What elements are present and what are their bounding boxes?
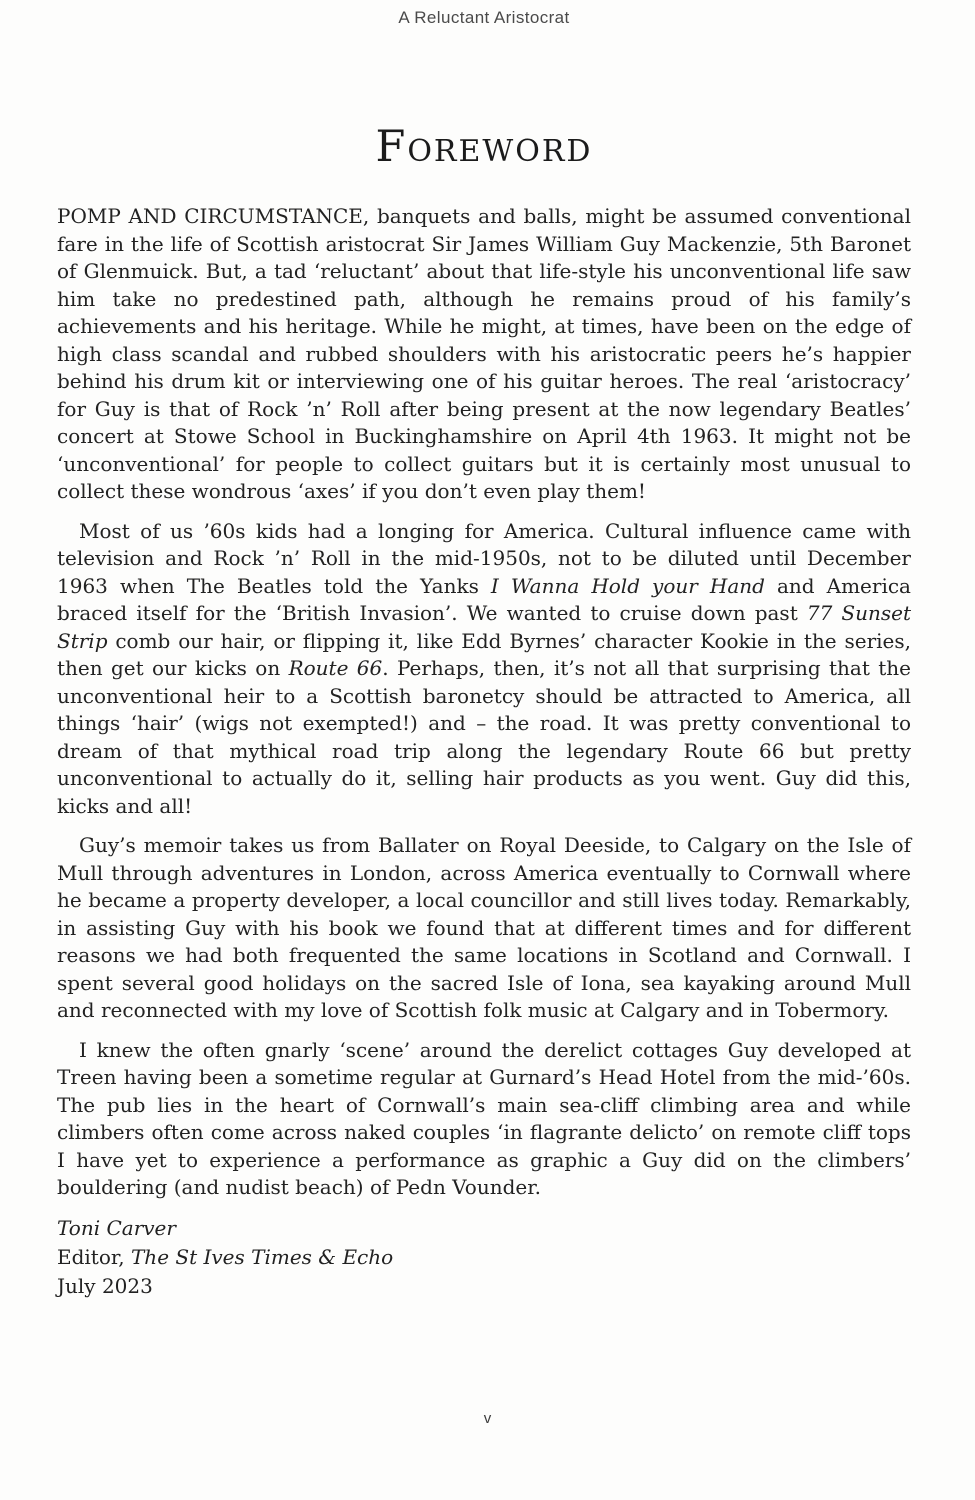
- page-number: v: [483, 1410, 492, 1427]
- page-title: Foreword: [375, 122, 593, 172]
- signature-date: July 2023: [57, 1273, 153, 1298]
- running-header: A Reluctant Aristocrat: [398, 8, 570, 27]
- signature-block: [57, 1214, 911, 1301]
- signature-author: Toni Carver: [57, 1215, 176, 1240]
- paragraph-3: Guy’s memoir takes us from Ballater on Royal Deeside, to Calgary on the Isle of Mull through adventures in London, across America eventually to Cornwall where he became a property developer, a local councillor and still lives today. Remarkably, in assisting Guy with his book we found that at different times and for different reasons we had both frequented the same locations in Scotland and Cornwall. I spent several good holidays on the sacred Isle of Iona, sea kayaking around Mull and reconnected with my love of Scottish folk music at Calgary and in Tobermory.: [57, 833, 911, 1022]
- signature-role: Editor, The St Ives Times & Echo: [57, 1244, 394, 1269]
- paragraph-4: I knew the often gnarly ‘scene’ around the derelict cottages Guy developed at Treen having been a sometime regular at Gurnard’s Head Hotel from the mid-’60s. The pub lies in the heart of Cornwall’s main sea-cliff climbing area and while climbers often come across naked couples ‘in flagrante delicto’ on remote cliff tops I have yet to experience a performance as graphic a Guy did on the climbers’ bouldering (and nudist beach) of Pedn Vounder.: [57, 1037, 911, 1199]
- paragraph-2: Most of us ’60s kids had a longing for America. Cultural influence came with television and Rock ’n’ Roll in the mid-1950s, not to be diluted until December 1963 when The Beatles told the Yanks I Wanna Hold your Hand and America braced itself for the ‘British Invasion’. We wanted to cruise down past 77 Sunset Strip comb our hair, or flipping it, like Edd Byrnes’ character Kookie in the series, then get our kicks on Route 66. Perhaps, then, it’s not all that surprising that the unconventional heir to a Scottish baronetcy should be attracted to America, all things ‘hair’ (wigs not exempted!) and – the road. It was pretty conventional to dream of that mythical road trip along the legendary Route 66 but pretty unconventional to actually do it, selling hair products as you went. Guy did this, kicks and all!: [57, 518, 911, 818]
- paragraph-1: POMP AND CIRCUMSTANCE, banquets and balls, might be assumed conventional fare in the life of Scottish aristocrat Sir James William Guy Mackenzie, 5th Baronet of Glenmuick. But, a tad ‘reluctant’ about that life-style his unconventional life saw him take no predestined path, although he remains proud of his family’s achievements and his heritage. While he might, at times, have been on the edge of high class scandal and rubbed shoulders with his aristocratic peers he’s happier behind his drum kit or interviewing one of his guitar heroes. The real ‘aristocracy’ for Guy is that of Rock ’n’ Roll after being present at the now legendary Beatles’ concert at Stowe School in Buckinghamshire on April 4th 1963. It might not be ‘unconventional’ for people to collect guitars but it is certainly most unusual to collect these wondrous ‘axes’ if you don’t even play them!: [57, 204, 911, 503]
- foreword-body: [57, 203, 911, 1202]
